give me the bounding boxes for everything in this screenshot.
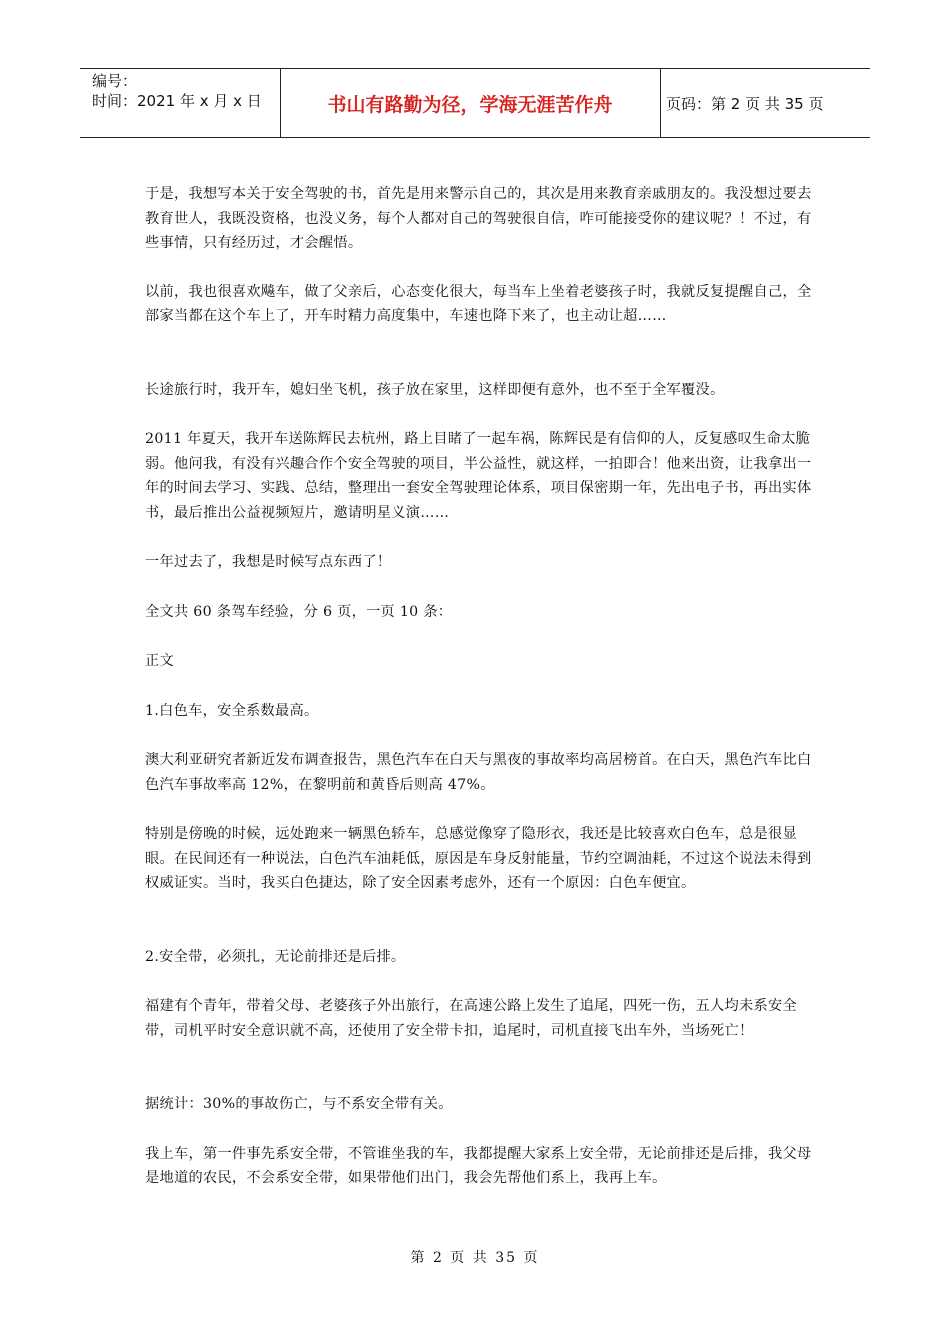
paragraph-overview: 全文共 60 条驾车经验，分 6 页，一页 10 条：: [145, 603, 453, 620]
paragraph-fujian-case: 福建有个青年，带着父母、老婆孩子外出旅行，在高速公路上发生了追尾，四死一伤，五人均未系安全带，司机平时安全意识就不高，还使用了安全带卡扣，追尾时，司机直接飞出车外，当场死亡！: [145, 998, 797, 1039]
item-heading-1: 1.白色车，安全系数最高。: [145, 702, 319, 719]
paragraph-seatbelt-habit: 我上车，第一件事先系安全带，不管谁坐我的车，我都提醒大家系上安全带，无论前排还是后排，我父母是地道的农民，不会系安全带，如果带他们出门，我会先帮他们系上，我再上车。: [145, 1145, 812, 1186]
document-code-label: 编号：: [92, 72, 138, 90]
document-body: [145, 182, 817, 1191]
header-page-info: 页码：第 2 页 共 35 页: [666, 94, 824, 113]
paragraph-2011: 2011 年夏天，我开车送陈辉民去杭州，路上目睹了一起车祸，陈辉民是有信仰的人，反复感叹生命太脆弱。他问我，有没有兴趣合作个安全驾驶的项目，半公益性，就这样，一拍即合！他来出资，让我拿出一年的时间去学习、实践、总结，整理出一套安全驾驶理论体系，项目保密期一年，先出电子书，再出实体书，最后推出公益视频短片，邀请明星义演……: [145, 431, 812, 521]
document-header: [80, 68, 870, 138]
page-footer: 第 2 页 共 35 页: [410, 1250, 540, 1266]
paragraph-before: 以前，我也很喜欢飚车，做了父亲后，心态变化很大，每当车上坐着老婆孩子时，我就反复提醒自己，全部家当都在这个车上了，开车时精力高度集中，车速也降下来了，也主动让超……: [145, 283, 812, 324]
item-heading-2: 2.安全带，必须扎，无论前排还是后排。: [145, 948, 406, 965]
header-meta: [80, 69, 281, 137]
section-heading-main: 正文: [145, 653, 174, 669]
paragraph-white-car: 特别是傍晚的时候，远处跑来一辆黑色轿车，总感觉像穿了隐形衣，我还是比较喜欢白色车，总是很显眼。在民间还有一种说法，白色汽车油耗低，原因是车身反射能量，节约空调油耗，不过这个说法未得到权威证实。当时，我买白色捷达，除了安全因素考虑外，还有一个原因：白色车便宜。: [145, 826, 812, 891]
paragraph-one-year: 一年过去了，我想是时候写点东西了！: [145, 554, 392, 570]
paragraph-australia-study: 澳大利亚研究者新近发布调查报告，黑色汽车在白天与黑夜的事故率均高居榜首。在白天，黑色汽车比白色汽车事故率高 12%，在黎明前和黄昏后则高 47%。: [145, 752, 812, 793]
paragraph-long-trip: 长途旅行时，我开车，媳妇坐飞机，孩子放在家里，这样即便有意外，也不至于全军覆没。: [145, 381, 725, 398]
header-motto: 书山有路勤为径，学海无涯苦作舟: [280, 69, 661, 137]
paragraph-intro: 于是，我想写本关于安全驾驶的书，首先是用来警示自己的，其次是用来教育亲戚朋友的。我没想过要去教育世人，我既没资格，也没义务，每个人都对自己的驾驶很自信，咋可能接受你的建议呢？！不过，有些事情，只有经历过，才会醒悟。: [145, 186, 812, 251]
document-date: 时间：2021 年 x 月 x 日: [92, 92, 262, 110]
paragraph-statistics: 据统计：30%的事故伤亡，与不系安全带有关。: [145, 1096, 453, 1112]
